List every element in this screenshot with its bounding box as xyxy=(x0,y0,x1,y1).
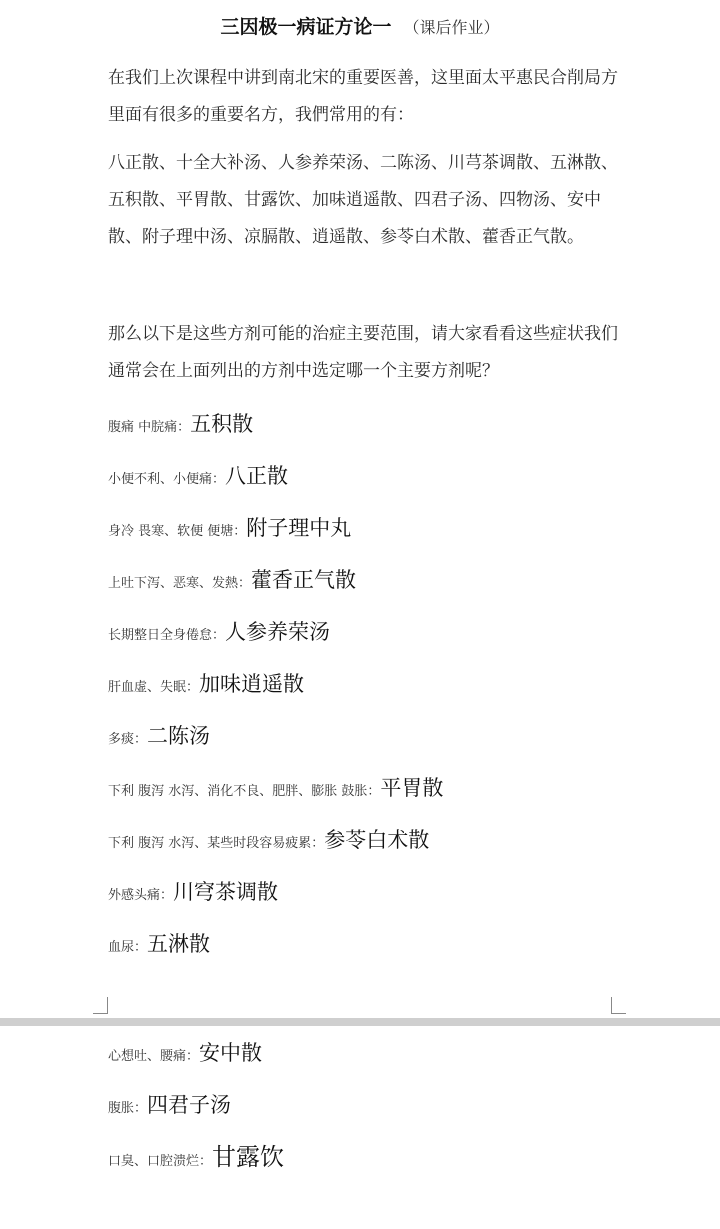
formula-answer: 加味逍遥散 xyxy=(199,672,305,696)
qa-row xyxy=(108,513,351,543)
intro-paragraph-1: 在我们上次课程中讲到南北宋的重要医善，这里面太平惠民合削局方里面有很多的重要名方，我們常用的有： xyxy=(108,68,618,125)
symptom-text: 血尿： xyxy=(108,940,148,955)
symptom-text: 心想吐、腰痛： xyxy=(108,1049,200,1064)
qa-row xyxy=(108,877,278,907)
symptom-text: 外感头痛： xyxy=(108,888,174,903)
qa-row xyxy=(108,617,330,647)
qa-row xyxy=(108,669,304,699)
qa-row xyxy=(108,409,253,439)
symptom-text: 口臭、口腔溃烂： xyxy=(108,1154,213,1169)
symptom-text: 腹痛 中脘痛： xyxy=(108,420,191,435)
formula-answer: 附子理中丸 xyxy=(246,516,352,540)
document-title: 三因极一病证方论一 xyxy=(220,16,392,38)
page-break-gap xyxy=(0,1018,720,1026)
question-paragraph: 那么以下是这些方剂可能的治症主要范围，请大家看看这些症状我们通常会在上面列出的方剂中选定哪一个主要方剂呢？ xyxy=(108,324,618,381)
symptom-text: 身冷 畏寒、软便 便塘： xyxy=(108,524,247,539)
qa-row xyxy=(108,773,443,803)
symptom-text: 腹胀： xyxy=(108,1101,148,1116)
qa-row xyxy=(108,1090,231,1120)
formula-answer: 四君子汤 xyxy=(147,1093,232,1117)
symptom-text: 下利 腹泻 水泻、消化不良、肥胖、膨胀 鼓胀： xyxy=(108,784,381,799)
symptom-text: 上吐下泻、恶寒、发熱： xyxy=(108,576,252,591)
formula-answer: 川穹茶调散 xyxy=(173,880,279,904)
formula-answer: 五积散 xyxy=(190,412,254,436)
formula-answer: 甘露饮 xyxy=(212,1143,285,1171)
symptom-text: 小便不利、小便痛： xyxy=(108,472,226,487)
formula-answer: 八正散 xyxy=(225,464,289,488)
qa-row xyxy=(108,461,288,491)
formula-answer: 二陈汤 xyxy=(147,724,211,748)
document-page-2 xyxy=(0,1026,720,1229)
formula-answer: 参苓白术散 xyxy=(324,828,430,852)
symptom-text: 肝血虚、失眠： xyxy=(108,680,200,695)
document-subtitle: （课后作业） xyxy=(403,18,500,37)
formula-list-paragraph: 八正散、十全大补汤、人参养荣汤、二陈汤、川芎茶调散、五淋散、五积散、平胃散、甘露饮、加味逍遥散、四君子汤、四物汤、安中散、附子理中汤、凉膈散、逍遥散、参苓白术散、藿香正气散。 xyxy=(108,153,618,247)
formula-answer: 藿香正气散 xyxy=(251,568,357,592)
symptom-text: 多痰： xyxy=(108,732,148,747)
formula-answer: 安中散 xyxy=(199,1041,263,1065)
formula-answer: 平胃散 xyxy=(380,776,444,800)
page-corner-mark-left xyxy=(93,997,108,1014)
qa-row xyxy=(108,1142,284,1172)
formula-answer: 五淋散 xyxy=(147,932,211,956)
qa-row xyxy=(108,825,429,855)
symptom-text: 下利 腹泻 水泻、某些时段容易疲累： xyxy=(108,836,325,851)
symptom-text: 长期整日全身倦怠： xyxy=(108,628,226,643)
qa-row xyxy=(108,929,210,959)
qa-row xyxy=(108,565,356,595)
qa-row xyxy=(108,721,210,751)
page-corner-mark-right xyxy=(611,997,626,1014)
title-row xyxy=(0,12,720,39)
qa-row xyxy=(108,1038,262,1068)
formula-answer: 人参养荣汤 xyxy=(225,620,331,644)
